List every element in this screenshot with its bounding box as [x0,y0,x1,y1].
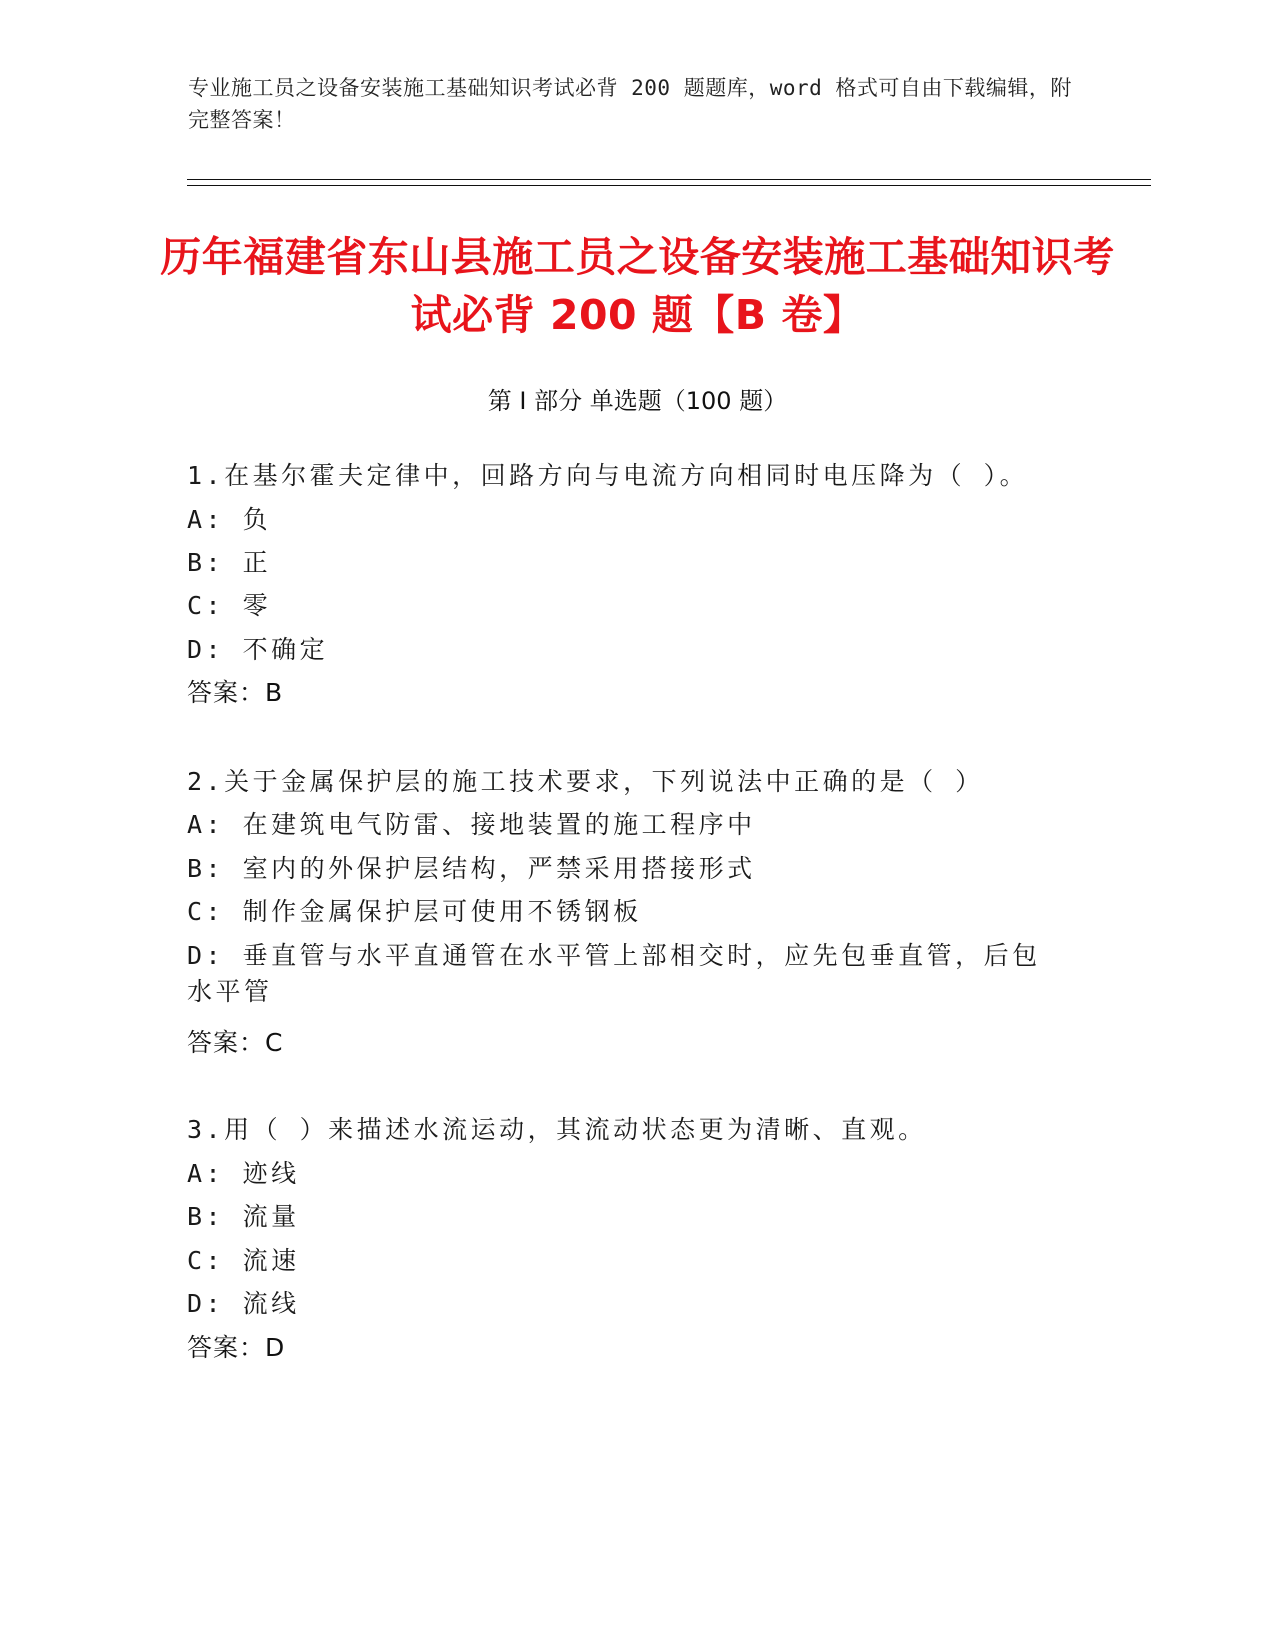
header-note: 专业施工员之设备安装施工基础知识考试必背 200 题题库，word 格式可自由下载编辑，附完整答案！ [188,76,1072,132]
question-1-answer: 答案：B [187,678,284,707]
question-2-option-b: B: 室内的外保护层结构，严禁采用搭接形式 [187,854,756,883]
question-3-option-a: A: 迹线 [187,1159,300,1188]
question-1-stem: 1.在基尔霍夫定律中，回路方向与电流方向相同时电压降为（ ）。 [187,461,1029,490]
question-2-answer: 答案：C [187,1028,284,1057]
document-title: 历年福建省东山县施工员之设备安装施工基础知识考试必背 200 题【B 卷】 [160,233,1115,339]
question-2-option-a: A: 在建筑电气防雷、接地装置的施工程序中 [187,810,756,839]
header-divider-bottom [187,185,1151,186]
question-2-stem: 2.关于金属保护层的施工技术要求，下列说法中正确的是（ ） [187,767,984,796]
question-2-option-d: D: 垂直管与水平直通管在水平管上部相交时，应先包垂直管，后包水平管 [187,941,1041,1006]
question-1-option-a: A: 负 [187,505,272,534]
question-3-answer: 答案：D [187,1333,286,1362]
question-3-option-d: D: 流线 [187,1289,300,1318]
section-title: 第 I 部分 单选题（100 题） [487,387,788,415]
question-2-option-c: C: 制作金属保护层可使用不锈钢板 [187,897,642,926]
question-1-option-c: C: 零 [187,591,272,620]
question-1-option-b: B: 正 [187,548,272,577]
question-3-option-b: B: 流量 [187,1202,300,1231]
header-divider-top [187,179,1151,180]
question-3-stem: 3.用（ ）来描述水流运动，其流动状态更为清晰、直观。 [187,1115,927,1144]
question-3-option-c: C: 流速 [187,1246,300,1275]
question-1-option-d: D: 不确定 [187,635,329,664]
